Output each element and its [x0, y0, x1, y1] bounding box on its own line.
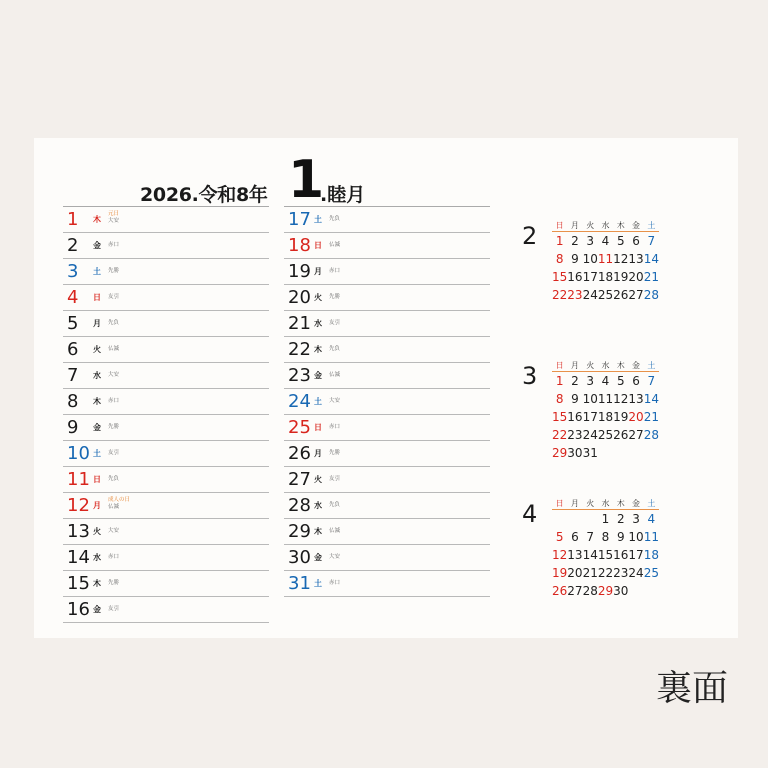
weekday-label: 水 [314, 501, 322, 510]
weekday-label: 木 [314, 527, 322, 536]
weekday-label: 日 [93, 475, 101, 484]
day-number: 27 [288, 469, 311, 490]
mini-day-cell: 9 [571, 392, 579, 406]
day-number: 14 [67, 547, 90, 568]
rokuyo-label: 先勝 [108, 580, 120, 586]
mini-month-grid [552, 359, 659, 462]
mini-day-cell: 7 [647, 234, 656, 248]
mini-day-cell: 11 [597, 252, 614, 266]
mini-day-cell [552, 510, 567, 529]
mini-day-cell: 28 [582, 584, 598, 598]
weekday-label: 土 [314, 579, 322, 588]
rokuyo-label: 仏滅 [329, 528, 341, 534]
day-row [63, 519, 269, 545]
mini-day-cell: 14 [582, 548, 598, 562]
mini-day-cell: 10 [582, 392, 598, 406]
mini-day-cell: 2 [571, 234, 579, 248]
mini-day-cell: 7 [647, 374, 656, 388]
day-row [63, 311, 269, 337]
weekday-label: 火 [314, 475, 322, 484]
mini-day-cell: 25 [643, 566, 659, 580]
weekday-header: 水 [598, 359, 613, 372]
rokuyo-label: 友引 [329, 476, 341, 482]
mini-day-cell: 21 [643, 410, 659, 424]
mini-day-cell: 15 [552, 270, 568, 284]
day-number: 21 [288, 313, 311, 334]
day-row [63, 493, 269, 519]
holiday-label: 成人の日 [108, 497, 131, 503]
mini-day-cell [644, 444, 659, 462]
mini-day-cell: 29 [597, 584, 614, 598]
day-number: 31 [288, 573, 311, 594]
day-number: 29 [288, 521, 311, 542]
mini-day-cell: 27 [628, 288, 644, 302]
weekday-header: 土 [644, 359, 659, 372]
day-number: 10 [67, 443, 90, 464]
weekday-header: 土 [644, 497, 659, 510]
weekday-label: 月 [93, 319, 101, 328]
mini-day-cell: 14 [643, 392, 659, 406]
weekday-label: 金 [93, 423, 101, 432]
mini-day-cell: 13 [628, 392, 644, 406]
weekday-label: 土 [93, 267, 101, 276]
mini-day-cell: 28 [643, 288, 659, 302]
day-number: 6 [67, 339, 79, 360]
day-number: 11 [67, 469, 90, 490]
day-number: 2 [67, 235, 79, 256]
weekday-label: 火 [314, 293, 322, 302]
rokuyo-label: 仏滅 [329, 242, 341, 248]
day-number: 26 [288, 443, 311, 464]
rokuyo-label: 先勝 [108, 424, 120, 430]
mini-day-cell: 4 [601, 374, 610, 388]
weekday-label: 火 [93, 527, 101, 536]
weekday-header: 月 [567, 219, 582, 232]
day-number: 17 [288, 209, 311, 230]
day-row [284, 259, 490, 285]
mini-day-cell: 9 [616, 530, 625, 544]
weekday-label: 月 [314, 267, 322, 276]
day-number: 3 [67, 261, 79, 282]
mini-day-cell: 20 [628, 410, 644, 424]
mini-day-cell: 13 [567, 548, 583, 562]
mini-day-cell: 24 [628, 566, 644, 580]
weekday-header: 木 [613, 219, 628, 232]
weekday-label: 日 [314, 241, 322, 250]
rokuyo-label: 先負 [108, 476, 120, 482]
mini-day-cell: 26 [613, 288, 629, 302]
rokuyo-label: 仏滅 [329, 372, 341, 378]
weekday-label: 火 [93, 345, 101, 354]
rokuyo-label: 友引 [329, 320, 341, 326]
weekday-header: 月 [567, 359, 582, 372]
rokuyo-label: 赤口 [108, 242, 120, 248]
day-row [63, 597, 269, 623]
weekday-label: 日 [93, 293, 101, 302]
day-number: 20 [288, 287, 311, 308]
mini-day-cell: 17 [582, 410, 598, 424]
mini-day-cell: 25 [597, 428, 614, 442]
day-number: 23 [288, 365, 311, 386]
mini-day-cell: 4 [601, 234, 610, 248]
mini-day-cell: 29 [552, 446, 568, 460]
day-number: 30 [288, 547, 311, 568]
weekday-label: 月 [93, 501, 101, 510]
mini-day-cell: 14 [643, 252, 659, 266]
mini-day-cell: 15 [597, 548, 614, 562]
weekday-label: 水 [93, 553, 101, 562]
day-row [284, 545, 490, 571]
mini-day-cell: 13 [628, 252, 644, 266]
mini-day-cell: 12 [613, 252, 629, 266]
weekday-header: 日 [552, 219, 567, 232]
weekday-label: 月 [314, 449, 322, 458]
weekday-label: 金 [314, 553, 322, 562]
day-row [284, 285, 490, 311]
mini-day-cell: 21 [643, 270, 659, 284]
mini-day-cell: 16 [567, 410, 583, 424]
caption-back-side: 裏面 [656, 668, 729, 709]
weekday-label: 木 [93, 215, 101, 224]
weekday-label: 水 [93, 371, 101, 380]
mini-day-cell: 17 [582, 270, 598, 284]
rokuyo-label: 友引 [108, 606, 120, 612]
mini-day-cell: 16 [613, 548, 629, 562]
mini-day-cell: 26 [613, 428, 629, 442]
day-number: 28 [288, 495, 311, 516]
day-row [63, 259, 269, 285]
weekday-header: 水 [598, 497, 613, 510]
rokuyo-label: 友引 [108, 450, 120, 456]
rokuyo-label: 大安 [108, 218, 120, 224]
mini-day-cell: 22 [597, 566, 614, 580]
rokuyo-label: 大安 [329, 398, 341, 404]
weekday-label: 金 [314, 371, 322, 380]
day-number: 15 [67, 573, 90, 594]
mini-day-cell: 23 [567, 428, 583, 442]
weekday-header: 火 [583, 359, 598, 372]
mini-day-cell: 20 [567, 566, 583, 580]
mini-day-cell: 1 [555, 374, 564, 388]
month-number: 1 [288, 150, 325, 210]
day-row [284, 233, 490, 259]
rokuyo-label: 赤口 [329, 424, 341, 430]
rokuyo-label: 先負 [108, 320, 120, 326]
day-row [284, 337, 490, 363]
mini-day-cell: 5 [555, 530, 564, 544]
mini-day-cell: 1 [601, 512, 610, 526]
mini-day-cell: 18 [597, 410, 614, 424]
rokuyo-label: 仏滅 [108, 504, 120, 510]
day-row [284, 363, 490, 389]
day-number: 4 [67, 287, 79, 308]
day-row [284, 311, 490, 337]
mini-day-cell: 8 [601, 530, 610, 544]
mini-day-cell: 24 [582, 428, 598, 442]
rokuyo-label: 赤口 [108, 554, 120, 560]
mini-day-cell: 22 [552, 288, 568, 302]
mini-day-cell: 30 [613, 584, 629, 598]
day-row [63, 571, 269, 597]
rokuyo-label: 大安 [329, 554, 341, 560]
mini-day-cell: 23 [613, 566, 629, 580]
rokuyo-label: 先負 [329, 346, 341, 352]
mini-month-number: 4 [522, 500, 538, 528]
mini-day-cell [628, 444, 643, 462]
weekday-header: 月 [567, 497, 582, 510]
mini-day-cell: 11 [643, 530, 659, 544]
day-number: 7 [67, 365, 79, 386]
holiday-label: 元日 [108, 211, 120, 217]
mini-day-cell: 12 [552, 548, 568, 562]
day-row [63, 467, 269, 493]
mini-day-cell: 5 [616, 374, 625, 388]
mini-day-cell: 6 [571, 530, 579, 544]
mini-day-cell: 26 [552, 584, 568, 598]
day-number: 18 [288, 235, 311, 256]
mini-day-cell: 20 [628, 270, 644, 284]
mini-day-cell [567, 510, 582, 529]
weekday-label: 金 [93, 605, 101, 614]
mini-day-cell [628, 582, 643, 600]
day-number: 24 [288, 391, 311, 412]
day-list-left [63, 206, 269, 623]
day-list-right [284, 206, 490, 597]
mini-day-cell: 6 [632, 374, 640, 388]
mini-day-cell: 3 [586, 374, 595, 388]
mini-day-cell [583, 510, 598, 529]
weekday-header: 日 [552, 359, 567, 372]
weekday-label: 木 [93, 579, 101, 588]
day-row [63, 363, 269, 389]
mini-day-cell: 6 [632, 234, 640, 248]
day-number: 19 [288, 261, 311, 282]
mini-day-cell [613, 444, 628, 462]
day-row [284, 415, 490, 441]
weekday-label: 木 [314, 345, 322, 354]
mini-day-cell: 12 [613, 392, 629, 406]
mini-day-cell: 8 [555, 392, 564, 406]
rokuyo-label: 赤口 [329, 580, 341, 586]
mini-day-cell: 5 [616, 234, 625, 248]
weekday-header: 土 [644, 219, 659, 232]
rokuyo-label: 仏滅 [108, 346, 120, 352]
rokuyo-label: 赤口 [329, 268, 341, 274]
day-number: 22 [288, 339, 311, 360]
day-row [63, 337, 269, 363]
mini-day-cell: 3 [632, 512, 640, 526]
mini-day-cell: 4 [647, 512, 656, 526]
day-row [63, 285, 269, 311]
day-number: 13 [67, 521, 90, 542]
rokuyo-label: 大安 [108, 372, 120, 378]
day-row [63, 545, 269, 571]
day-number: 9 [67, 417, 79, 438]
weekday-header: 金 [628, 219, 643, 232]
weekday-header: 金 [628, 497, 643, 510]
weekday-header: 水 [598, 219, 613, 232]
weekday-header: 金 [628, 359, 643, 372]
year-label: 2026.令和8年 [140, 184, 268, 206]
weekday-label: 日 [314, 423, 322, 432]
mini-day-cell: 10 [628, 530, 644, 544]
weekday-label: 水 [314, 319, 322, 328]
mini-day-cell: 23 [567, 288, 583, 302]
weekday-header: 火 [583, 497, 598, 510]
day-row [63, 389, 269, 415]
mini-month-number: 2 [522, 222, 538, 250]
rokuyo-label: 先勝 [329, 450, 341, 456]
mini-day-cell: 16 [567, 270, 583, 284]
weekday-label: 土 [314, 397, 322, 406]
day-row [284, 207, 490, 233]
weekday-header: 木 [613, 497, 628, 510]
day-number: 25 [288, 417, 311, 438]
weekday-label: 木 [93, 397, 101, 406]
mini-day-cell: 11 [597, 392, 614, 406]
day-row [284, 519, 490, 545]
mini-day-cell [598, 444, 613, 462]
mini-day-cell: 9 [571, 252, 579, 266]
day-number: 8 [67, 391, 79, 412]
day-row [63, 207, 269, 233]
rokuyo-label: 先勝 [329, 294, 341, 300]
day-number: 1 [67, 209, 79, 230]
weekday-label: 土 [93, 449, 101, 458]
day-row [284, 467, 490, 493]
weekday-header: 木 [613, 359, 628, 372]
mini-day-cell: 18 [643, 548, 659, 562]
weekday-header: 日 [552, 497, 567, 510]
mini-day-cell: 19 [613, 270, 629, 284]
weekday-header: 火 [583, 219, 598, 232]
mini-day-cell: 3 [586, 234, 595, 248]
mini-day-cell: 7 [586, 530, 595, 544]
day-row [63, 441, 269, 467]
mini-day-cell: 18 [597, 270, 614, 284]
mini-day-cell: 21 [582, 566, 598, 580]
rokuyo-label: 先負 [329, 216, 341, 222]
mini-day-cell: 19 [552, 566, 568, 580]
weekday-label: 金 [93, 241, 101, 250]
mini-day-cell: 19 [613, 410, 629, 424]
month-name: .睦月 [320, 184, 366, 206]
mini-month-grid [552, 219, 659, 304]
mini-day-cell: 2 [571, 374, 579, 388]
day-row [284, 493, 490, 519]
rokuyo-label: 先負 [329, 502, 341, 508]
rokuyo-label: 赤口 [108, 398, 120, 404]
mini-day-cell [644, 582, 659, 600]
mini-day-cell: 10 [582, 252, 598, 266]
mini-day-cell: 15 [552, 410, 568, 424]
mini-day-cell: 17 [628, 548, 644, 562]
rokuyo-label: 先勝 [108, 268, 120, 274]
day-row [284, 441, 490, 467]
mini-day-cell: 30 [567, 446, 583, 460]
day-number: 12 [67, 495, 90, 516]
day-number: 16 [67, 599, 90, 620]
mini-day-cell: 27 [567, 584, 583, 598]
day-row [284, 389, 490, 415]
mini-day-cell: 22 [552, 428, 568, 442]
rokuyo-label: 大安 [108, 528, 120, 534]
mini-day-cell: 25 [597, 288, 614, 302]
mini-day-cell: 27 [628, 428, 644, 442]
mini-day-cell: 1 [555, 234, 564, 248]
rokuyo-label: 友引 [108, 294, 120, 300]
mini-month-number: 3 [522, 362, 538, 390]
mini-day-cell: 31 [582, 446, 598, 460]
day-row [63, 233, 269, 259]
mini-month-grid [552, 497, 659, 600]
mini-day-cell: 28 [643, 428, 659, 442]
mini-day-cell: 24 [582, 288, 598, 302]
mini-day-cell: 2 [616, 512, 625, 526]
day-number: 5 [67, 313, 79, 334]
day-row [63, 415, 269, 441]
mini-day-cell: 8 [555, 252, 564, 266]
day-row [284, 571, 490, 597]
weekday-label: 土 [314, 215, 322, 224]
